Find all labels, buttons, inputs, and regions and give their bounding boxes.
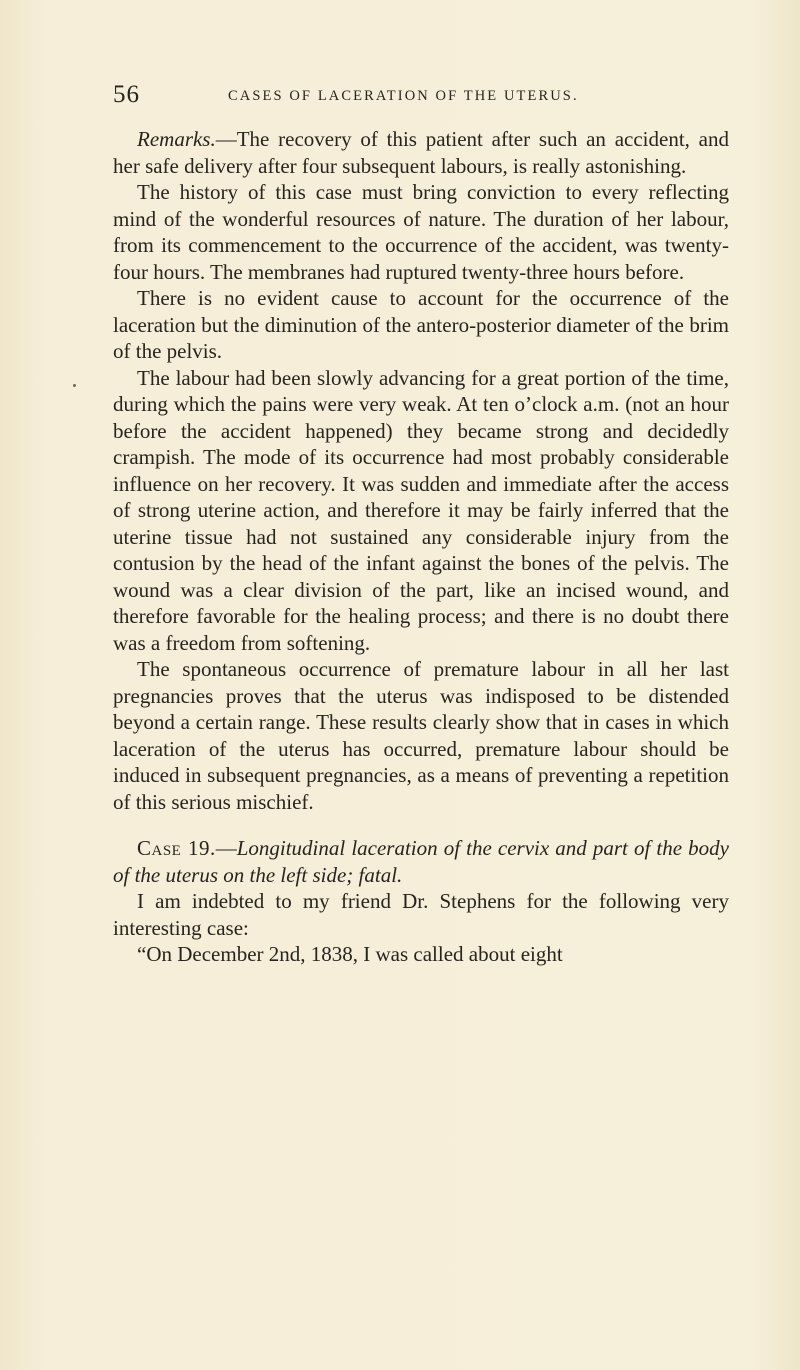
- paragraph-cause: There is no evident cause to account for the occurrence of the laceration but the diminution of the antero-posterior diameter of the brim of the pelvis.: [113, 286, 729, 363]
- case-title: Longitudinal laceration of the cervix and part of the body of the uterus on the left side; fatal.: [113, 836, 729, 887]
- page-number: 56: [113, 81, 140, 108]
- case-dash: —: [215, 836, 237, 860]
- paragraph-case-opening: “On December 2nd, 1838, I was called about eight: [137, 942, 563, 966]
- paragraph-history: The history of this case must bring conviction to every reflecting mind of the wonderful resources of nature. The duration of her labour, from its commencement to the occurrence of the accident, was twenty-four hours. The membranes had ruptured twenty-three hours before.: [113, 180, 729, 284]
- paragraph-labour: The labour had been slowly advancing for a great portion of the time, during which the pains were very weak. At ten o’clock a.m. (not an hour before the accident happened) they became strong and decidedly crampish. The mode of its occurrence had most probably considerable influence on her recovery. It was sudden and immediate after the access of strong uterine action, and therefore it may be fairly inferred that the uterine tissue had not sustained any considerable injury from the contusion by the head of the infant against the bones of the pelvis. The wound was a clear division of the part, like an incised wound, and therefore favorable for the healing process; and there is no doubt there was a freedom from softening.: [113, 365, 729, 655]
- case-heading: [113, 835, 729, 888]
- case-label: Case 19.: [137, 836, 216, 860]
- page-body: [113, 126, 729, 968]
- paragraph-acknowledgement: I am indebted to my friend Dr. Stephens for the following very interesting case:: [113, 889, 729, 940]
- page-header: [113, 81, 723, 115]
- margin-ink-speck: [73, 384, 76, 387]
- paragraph-remarks: [113, 126, 729, 179]
- running-head: CASES OF LACERATION OF THE UTERUS.: [228, 88, 579, 104]
- paragraph-premature-labour: The spontaneous occurrence of premature labour in all her last pregnancies proves that the uterus was indisposed to be distended beyond a certain range. These results clearly show that in cases in which laceration of the uterus has occurred, premature labour should be induced in subsequent pregnancies, as a means of preventing a repetition of this serious mischief.: [113, 657, 729, 814]
- remarks-text: —The recovery of this patient after such an accident, and her safe delivery after four subsequent labours, is really astonishing.: [113, 127, 729, 178]
- remarks-lead: Remarks.: [137, 127, 216, 151]
